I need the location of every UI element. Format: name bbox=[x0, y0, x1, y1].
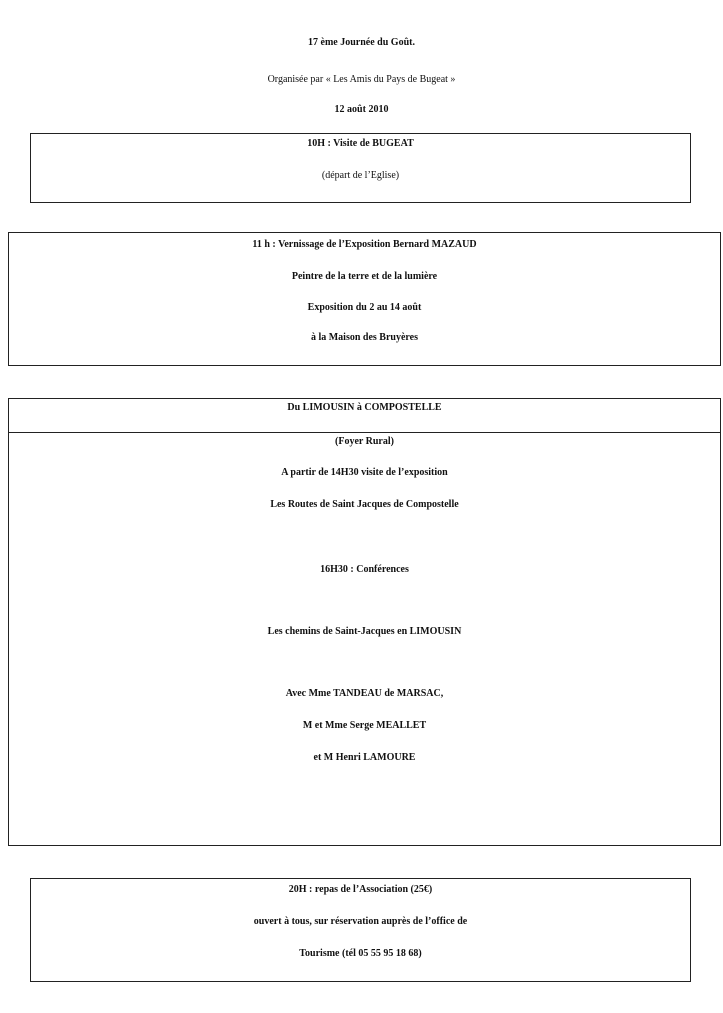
venue-line: (Foyer Rural) bbox=[335, 436, 394, 447]
page-title: 17 ème Journée du Goût. bbox=[308, 37, 415, 48]
visit-start-line: A partir de 14H30 visite de l’exposition bbox=[281, 467, 448, 478]
visit-time-line: 10H : Visite de BUGEAT bbox=[307, 138, 414, 149]
exhibition-name-line: Les Routes de Saint Jacques de Compostelle bbox=[270, 499, 459, 510]
exhibition-venue: à la Maison des Bruyères bbox=[310, 332, 419, 343]
painter-description: Peintre de la terre et de la lumière bbox=[291, 271, 438, 282]
dinner-reservation-line: ouvert à tous, sur réservation auprès de l’office de bbox=[253, 916, 468, 927]
conferences-line: 16H30 : Conférences bbox=[320, 564, 409, 575]
speaker-line-3: et M Henri LAMOURE bbox=[313, 752, 416, 763]
dinner-box bbox=[30, 878, 691, 982]
dinner-time-line: 20H : repas de l’Association (25€) bbox=[288, 884, 433, 895]
vernissage-line: 11 h : Vernissage de l’Exposition Bernard MAZAUD bbox=[252, 239, 477, 250]
exhibition-box bbox=[8, 232, 721, 366]
conference-topic-line: Les chemins de Saint-Jacques en LIMOUSIN bbox=[267, 626, 462, 637]
speaker-line-1: Avec Mme TANDEAU de MARSAC, bbox=[285, 688, 444, 699]
compostelle-heading: Du LIMOUSIN à COMPOSTELLE bbox=[287, 402, 442, 413]
compostelle-box bbox=[8, 398, 721, 846]
dinner-phone-line: Tourisme (tél 05 55 95 18 68) bbox=[299, 948, 422, 959]
event-date: 12 août 2010 bbox=[334, 104, 389, 115]
visit-departure-line: (départ de l’Eglise) bbox=[321, 170, 400, 181]
speaker-line-2: M et Mme Serge MEALLET bbox=[302, 720, 427, 731]
organizer-line: Organisée par « Les Amis du Pays de Bugeat » bbox=[267, 74, 456, 85]
exhibition-dates: Exposition du 2 au 14 août bbox=[307, 302, 422, 313]
heading-divider bbox=[9, 432, 720, 433]
visit-box bbox=[30, 133, 691, 203]
